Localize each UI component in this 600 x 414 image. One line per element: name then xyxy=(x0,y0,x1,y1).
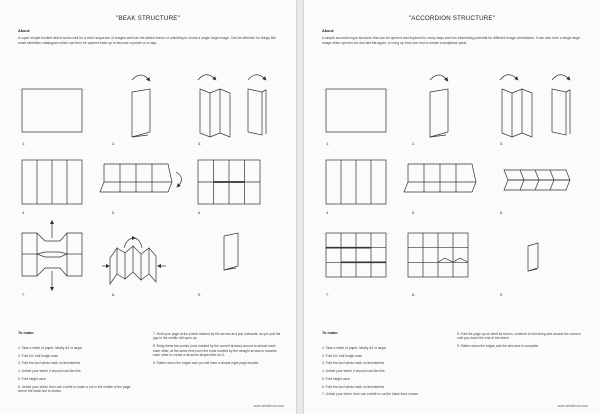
about-heading: About: xyxy=(322,29,335,33)
instructions-column-2 xyxy=(153,332,281,368)
about-heading: About: xyxy=(18,29,31,33)
instruction-step: 6. Unfold your sheet, then use a knife to make a cut in the middle of the page where the black line is shown. xyxy=(18,384,131,393)
accordion-step-3-diagram xyxy=(500,75,570,137)
step-label-6: 6. xyxy=(198,210,202,215)
instruction-step: 7. Unfold your sheet, then use a knife to cut the black lines shown. xyxy=(322,392,419,397)
step-label-9: 9. xyxy=(500,292,504,297)
about-text: A simple accordion type structure that can be opened and explored in many ways and has interesting potential for different image orientations. It can also form a single large image when opened out and laid flat again, or hung up from one end to create a sculptural spiral. xyxy=(322,36,581,45)
accordion-step-8-diagram xyxy=(408,233,468,277)
step-label-5: 5. xyxy=(412,210,416,215)
step-label-1: 1. xyxy=(326,141,330,146)
accordion-step-6-diagram xyxy=(504,170,570,190)
accordion-step-5-diagram xyxy=(404,164,476,192)
instruction-step: 8. Bring these two points (now marked by the curved arrows) around to almost meet each other, at the same time push the ends marked by the straight arrows in towards each other to create a structure shaped like an 8. xyxy=(153,344,277,357)
website-url: www.lewisbush.com xyxy=(557,404,588,408)
instruction-step: 8. Fold the page up on itself as shown, continue to fold along and around the corners until you reach the end of the sheet. xyxy=(457,332,581,341)
instruction-step: 3. Fold the two halves back on themselves. xyxy=(18,361,82,366)
step-label-1: 1. xyxy=(22,141,26,146)
step-label-8: 8. xyxy=(412,292,416,297)
instruction-step: 5. Fold height-wise. xyxy=(18,376,47,381)
instruction-step: 5. Fold height-wise. xyxy=(322,376,351,381)
accordion-step-9-diagram xyxy=(528,243,538,271)
beak-step-3-diagram xyxy=(198,75,266,137)
step-label-3: 3. xyxy=(500,141,504,146)
beak-step-7-diagram xyxy=(22,222,82,289)
beak-step-labels xyxy=(22,141,201,297)
instruction-step: 3. Fold the two halves back on themselves. xyxy=(322,361,386,366)
step-label-7: 7. xyxy=(326,292,330,297)
step-label-4: 4. xyxy=(326,210,330,215)
step-label-4: 4. xyxy=(22,210,26,215)
instruction-step: 9. Flatten down the edges and you will have a simple eight page booklet. xyxy=(153,360,260,365)
accordion-step-7-diagram xyxy=(326,233,386,277)
instruction-step: 2. Fold it in half length-wise. xyxy=(322,353,363,358)
instructions-column-1 xyxy=(322,346,440,400)
beak-step-2-diagram xyxy=(132,75,150,137)
beak-structure-page xyxy=(0,0,296,414)
beak-step-9-diagram xyxy=(224,233,238,270)
instruction-step: 2. Fold it in half length-wise. xyxy=(18,353,59,358)
step-label-2: 2. xyxy=(112,141,116,146)
step-label-6: 6. xyxy=(500,210,504,215)
beak-step-6-diagram xyxy=(198,160,260,204)
instructions-column-1 xyxy=(18,346,136,397)
to-make-heading: To make: xyxy=(322,331,339,335)
step-label-3: 3. xyxy=(198,141,202,146)
beak-step-5-diagram xyxy=(100,164,182,192)
step-label-5: 5. xyxy=(112,210,116,215)
accordion-step-4-diagram xyxy=(326,160,386,204)
accordion-step-1-diagram xyxy=(326,89,386,132)
accordion-step-labels xyxy=(326,141,503,297)
step-label-7: 7. xyxy=(22,292,26,297)
step-label-2: 2. xyxy=(412,141,416,146)
instruction-step: 7. Hold your page at the points marked by the arrows and pull outwards, as you pull the gap in the middle will open up. xyxy=(153,332,281,341)
instruction-step: 4. Unfold your sheet, it should look like this. xyxy=(322,369,386,374)
instruction-step: 6. Fold the two halves back on themselves. xyxy=(322,384,386,389)
page-title: "ACCORDION STRUCTURE" xyxy=(408,15,496,22)
beak-step-8-diagram xyxy=(102,238,166,284)
to-make-heading: To make: xyxy=(18,331,35,335)
beak-step-1-diagram xyxy=(22,89,82,132)
step-label-8: 8. xyxy=(112,292,116,297)
instruction-step: 1. Take a sheet of paper, ideally A3 or larger. xyxy=(322,346,388,350)
about-text: A super simple booklet which works well for a short sequence of images and has the added bonus of unfolding to reveal a single large image. Can be effective for things like small exhibition catalogues which can then be opened back up to become a poster or a map. xyxy=(18,36,276,45)
instruction-step: 9. Flatten down the edges and the structure is complete. xyxy=(457,344,540,349)
accordion-step-2-diagram xyxy=(430,75,448,137)
beak-step-4-diagram xyxy=(22,160,82,204)
step-label-9: 9. xyxy=(198,292,202,297)
instruction-step: 4. Unfold your sheet, it should look like this. xyxy=(18,369,82,374)
website-url: www.lewisbush.com xyxy=(253,404,284,408)
accordion-structure-page xyxy=(304,0,600,414)
instructions-column-2 xyxy=(457,332,585,352)
instruction-step: 1. Take a sheet of paper, ideally A3 or larger. xyxy=(18,346,84,350)
page-title: "BEAK STRUCTURE" xyxy=(116,15,180,22)
